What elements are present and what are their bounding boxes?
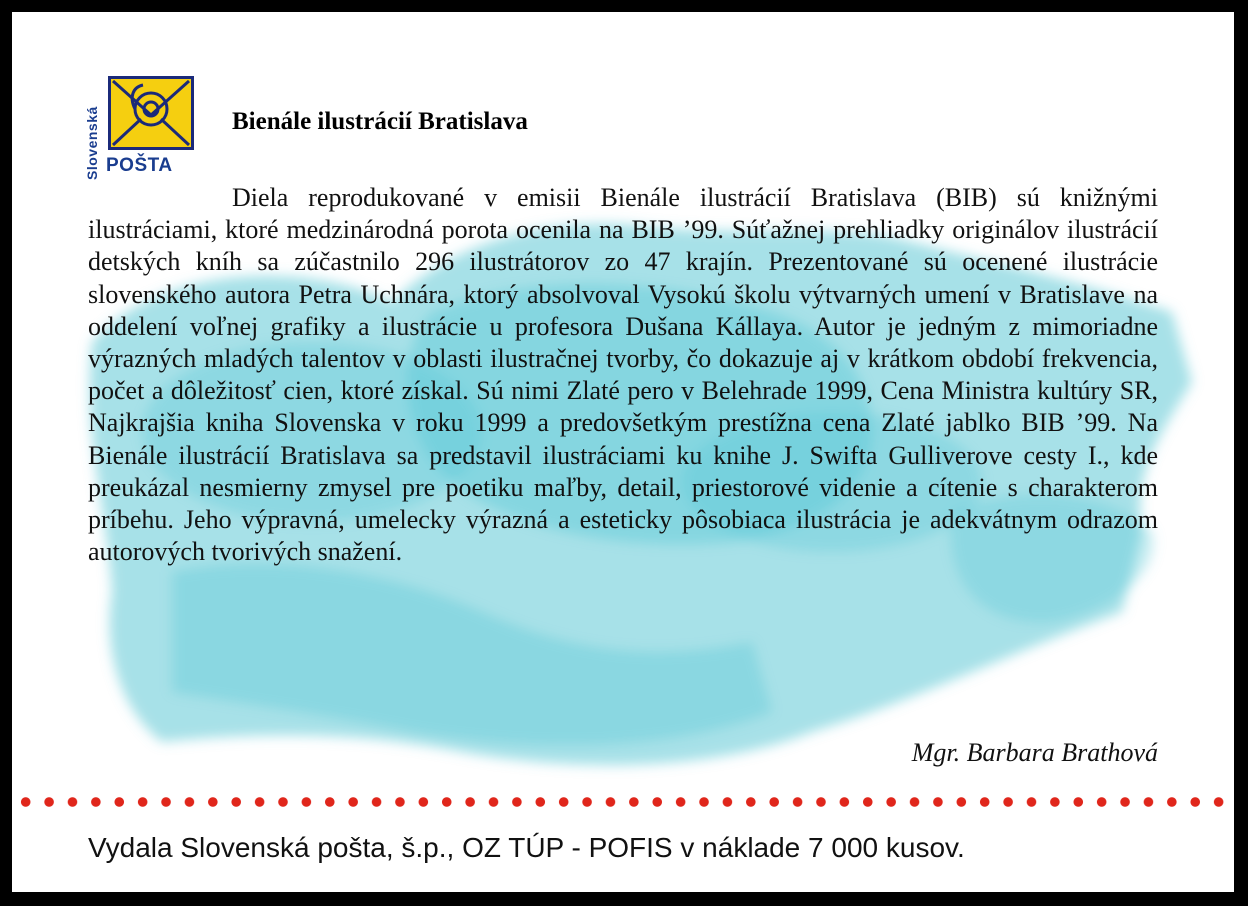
author-signature: Mgr. Barbara Brathová [911,738,1158,767]
posthorn-envelope-icon [108,76,194,150]
logo-wordmark: POŠTA [106,155,173,176]
document-paragraph: Diela reprodukované v emisii Bienále ilustrácií Bratislava (BIB) sú knižnými ilustráciami, ktoré medzinárodná porota ocenila na BIB ’99. Súťažnej prehliadky originálov ilustrácií detských kníh sa zúčastnilo 296 ilustrátorov zo 47 krajín. Prezentované sú ocenené ilustrácie slovenského autora Petra Uchnára, ktorý absolvoval Vysokú školu výtvarných umení v Bratislave na oddelení voľnej grafiky a ilustrácie u profesora Dušana Kállaya. Autor je jedným z mimoriadne výrazných mladých talentov v oblasti ilustračnej tvorby, čo dokazuje aj v krátkom období frekvencia, počet a dôležitosť cien, ktoré získal. Sú nimi Zlaté pero v Belehrade 1999, Cena Ministra kultúry SR, Najkrajšia kniha Slovenska v roku 1999 a predovšetkým prestížna cena Zlaté jablko BIB ’99. Na Bienále ilustrácií Bratislava sa predstavil ilustráciami ku knihe J. Swifta Gulliverove cesty I., kde preukázal nesmierny zmysel pre poetiku maľby, detail, priestorové videnie a cítenie s charakterom príbehu. Jeho výpravná, umelecky výrazná a esteticky pôsobiaca ilustrácia je adekvátnym odrazom autorových tvorivých snažení. [88,183,1158,567]
card [12,12,1234,892]
footer-imprint: Vydala Slovenská pošta, š.p., OZ TÚP - POFIS v náklade 7 000 kusov. [88,832,965,863]
logo-vertical-text: Slovenská [84,106,100,180]
dotted-divider [12,796,1234,808]
document-title: Bienále ilustrácií Bratislava [232,108,528,135]
